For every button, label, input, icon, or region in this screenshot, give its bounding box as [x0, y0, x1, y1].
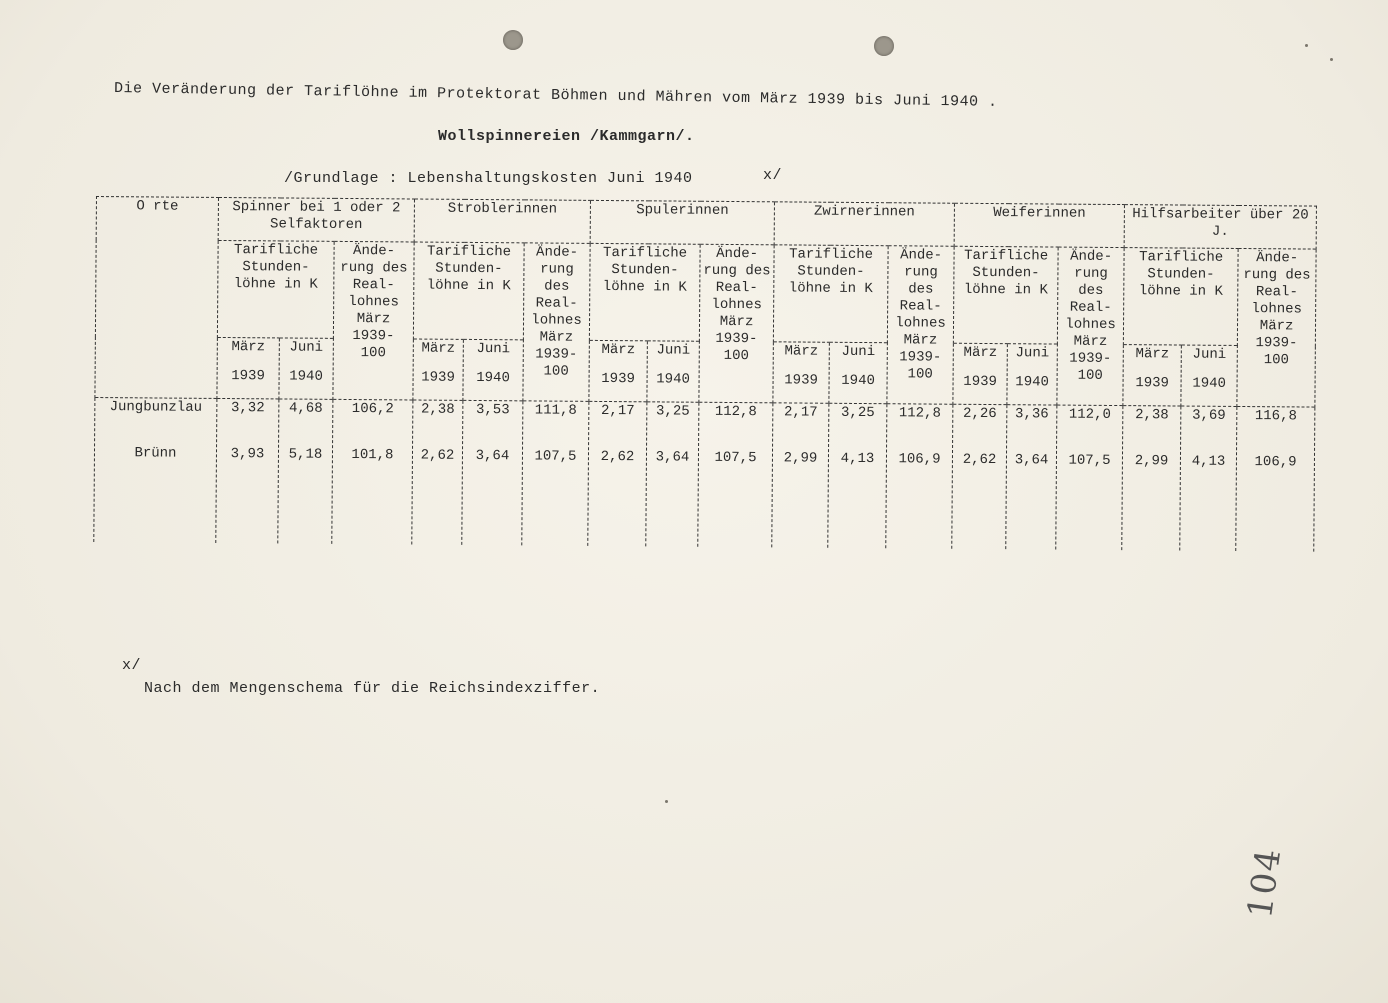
- change-header-label: Ände- rung des Real- lohnes: [1065, 248, 1116, 334]
- value: 4,13: [840, 450, 875, 468]
- march-1939-header: [217, 337, 279, 398]
- wage-header: Tarifliche Stunden- löhne in K: [413, 242, 524, 340]
- value-cell: [278, 399, 333, 544]
- june-1940-header: [1181, 345, 1237, 406]
- year-label: 1939: [231, 368, 265, 385]
- month-label: Juni: [656, 342, 691, 359]
- month-label: März: [231, 339, 266, 356]
- index-base-label: März 1939- 100: [535, 329, 578, 380]
- value-cell: [952, 404, 1007, 549]
- paper-speck: [1330, 58, 1333, 61]
- group-header: Weiferinnen: [954, 203, 1124, 247]
- value-cell: [698, 402, 773, 547]
- value: 2,99: [783, 450, 818, 467]
- value-cell: [646, 402, 699, 547]
- month-label: Juni: [289, 339, 324, 356]
- value-cell: [886, 404, 953, 549]
- footnote-mark: x/: [122, 657, 142, 674]
- change-header: [1237, 248, 1316, 407]
- place-name: Jungbunzlau: [109, 399, 203, 416]
- march-1939-header: [1123, 345, 1181, 406]
- value: 3,25: [655, 403, 690, 420]
- value: 3,64: [475, 447, 510, 465]
- document-title: Die Veränderung der Tariflöhne im Protektorat Böhmen und Mähren vom März 1939 bis Juni 1940 .: [113, 80, 998, 111]
- month-label: Juni: [476, 340, 511, 358]
- value: 2,26: [963, 405, 997, 423]
- value-cell: [412, 400, 463, 545]
- value: 2,62: [420, 447, 455, 464]
- value: 2,17: [783, 404, 818, 421]
- value: 112,8: [714, 403, 757, 421]
- wage-header: Tarifliche Stunden- löhne in K: [953, 246, 1058, 344]
- value-cell: [522, 401, 589, 546]
- change-header: [333, 241, 414, 400]
- year-label: 1940: [656, 371, 690, 388]
- month-label: März: [963, 344, 998, 362]
- document-subtitle: Wollspinnereien /Kammgarn/.: [438, 128, 695, 145]
- month-label: Juni: [1015, 345, 1050, 362]
- paper-speck: [1305, 44, 1308, 47]
- value: 2,17: [600, 402, 635, 420]
- footnote-reference: x/: [763, 167, 783, 184]
- wage-header: Tarifliche Stunden- löhne in K: [1123, 248, 1238, 346]
- value-cell: [216, 398, 279, 543]
- value: 3,36: [1015, 406, 1049, 423]
- june-1940-header: [829, 342, 887, 403]
- year-label: 1940: [289, 368, 323, 385]
- punch-hole-right: [874, 36, 894, 56]
- change-header-label: Ände- rung des Real- lohnes: [703, 245, 771, 314]
- value: 3,93: [230, 446, 265, 463]
- value: 3,69: [1192, 407, 1226, 424]
- value: 106,2: [351, 401, 394, 418]
- year-label: 1939: [963, 373, 998, 391]
- wage-header: Tarifliche Stunden- löhne in K: [773, 245, 888, 343]
- month-label: März: [421, 340, 456, 357]
- value: 101,8: [351, 447, 394, 464]
- value-cell: [332, 399, 413, 544]
- value: 3,25: [840, 404, 875, 422]
- value: 106,9: [898, 451, 941, 468]
- value-cell: [772, 403, 829, 548]
- wage-header: Tarifliche Stunden- löhne in K: [217, 240, 334, 338]
- group-header: Spulerinnen: [590, 200, 774, 244]
- year-label: 1939: [784, 372, 818, 389]
- group-header: Spinner bei 1 oder 2 Selfaktoren: [218, 197, 414, 242]
- june-1940-header: [1007, 344, 1057, 405]
- value: 112,0: [1068, 406, 1111, 423]
- index-base-label: März 1939- 100: [715, 313, 758, 365]
- index-base-label: März 1939- 100: [352, 311, 395, 362]
- value: 107,5: [714, 449, 757, 467]
- value: 107,5: [1068, 452, 1111, 469]
- index-base-label: März 1939- 100: [1069, 333, 1112, 384]
- year-label: 1940: [1015, 374, 1050, 391]
- change-header: [1057, 247, 1124, 406]
- paper-speck: [665, 800, 668, 803]
- value-cell: [588, 401, 647, 546]
- group-header: Stroblerinnen: [414, 199, 590, 243]
- value-cell: [1056, 405, 1123, 550]
- year-label: 1939: [601, 370, 635, 388]
- value: 2,38: [1135, 407, 1169, 424]
- value-cell: [828, 403, 887, 548]
- wage-table: [93, 196, 1317, 552]
- june-1940-header: [463, 339, 523, 400]
- value: 5,18: [288, 446, 323, 463]
- index-base-label: März 1939- 100: [1255, 318, 1298, 369]
- month-label: März: [601, 341, 636, 359]
- wage-header: Tarifliche Stunden- löhne in K: [589, 243, 700, 341]
- year-label: 1940: [1192, 375, 1227, 392]
- month-label: Juni: [1192, 346, 1227, 363]
- group-header: Zwirnerinnen: [774, 202, 954, 246]
- value: 2,62: [600, 448, 635, 466]
- value: 4,68: [288, 400, 323, 417]
- value: 2,38: [420, 401, 455, 418]
- change-header-label: Ände- rung des Real- lohnes: [340, 243, 408, 311]
- month-label: März: [1135, 346, 1170, 363]
- table-subheader-row: [95, 240, 1316, 347]
- basis-line: /Grundlage : Lebenshaltungskosten Juni 1940: [284, 170, 693, 187]
- month-label: Juni: [841, 343, 876, 361]
- group-header: Hilfsarbeiter über 20 J.: [1124, 205, 1316, 250]
- place-name: Brünn: [134, 445, 177, 462]
- value: 106,9: [1254, 454, 1297, 471]
- value: 107,5: [534, 448, 577, 465]
- change-header-label: Ände- rung des Real- lohnes: [1243, 250, 1311, 318]
- year-label: 1940: [841, 372, 875, 390]
- change-header: [523, 243, 590, 402]
- value: 3,64: [1014, 452, 1049, 469]
- change-header-label: Ände- rung des Real- lohnes: [895, 247, 946, 332]
- value: 3,64: [655, 449, 690, 466]
- value-cell: [1006, 405, 1057, 550]
- value-cell: [1236, 406, 1315, 551]
- value: 3,32: [230, 400, 265, 417]
- value: 2,62: [962, 451, 997, 469]
- value: 3,53: [475, 401, 510, 419]
- march-1939-header: [589, 340, 647, 401]
- march-1939-header: [953, 343, 1007, 404]
- year-label: 1940: [476, 369, 510, 387]
- change-header: [887, 246, 954, 405]
- footnote-text: Nach dem Mengenschema für die Reichsindexziffer.: [144, 680, 601, 697]
- value-cell: [1122, 406, 1181, 551]
- value: 4,13: [1191, 453, 1226, 470]
- value: 111,8: [534, 402, 577, 419]
- value-cell: [1180, 406, 1237, 551]
- year-label: 1939: [421, 369, 455, 386]
- march-1939-header: [413, 339, 463, 400]
- table-body-row: [94, 397, 1315, 551]
- june-1940-header: [647, 341, 699, 402]
- place-cell: [94, 397, 217, 542]
- change-header-label: Ände- rung des Real- lohnes: [531, 244, 582, 329]
- place-header: O rte: [95, 197, 219, 399]
- index-base-label: März 1939- 100: [899, 332, 942, 383]
- march-1939-header: [773, 342, 829, 403]
- punch-hole-left: [503, 30, 523, 50]
- value: 2,99: [1134, 453, 1169, 470]
- value-cell: [462, 400, 523, 545]
- value: 116,8: [1254, 408, 1297, 425]
- change-header: [699, 244, 774, 403]
- value: 112,8: [898, 405, 941, 422]
- year-label: 1939: [1135, 375, 1170, 392]
- june-1940-header: [279, 338, 333, 399]
- handwritten-page-number: 104: [1240, 844, 1290, 921]
- month-label: März: [784, 343, 819, 360]
